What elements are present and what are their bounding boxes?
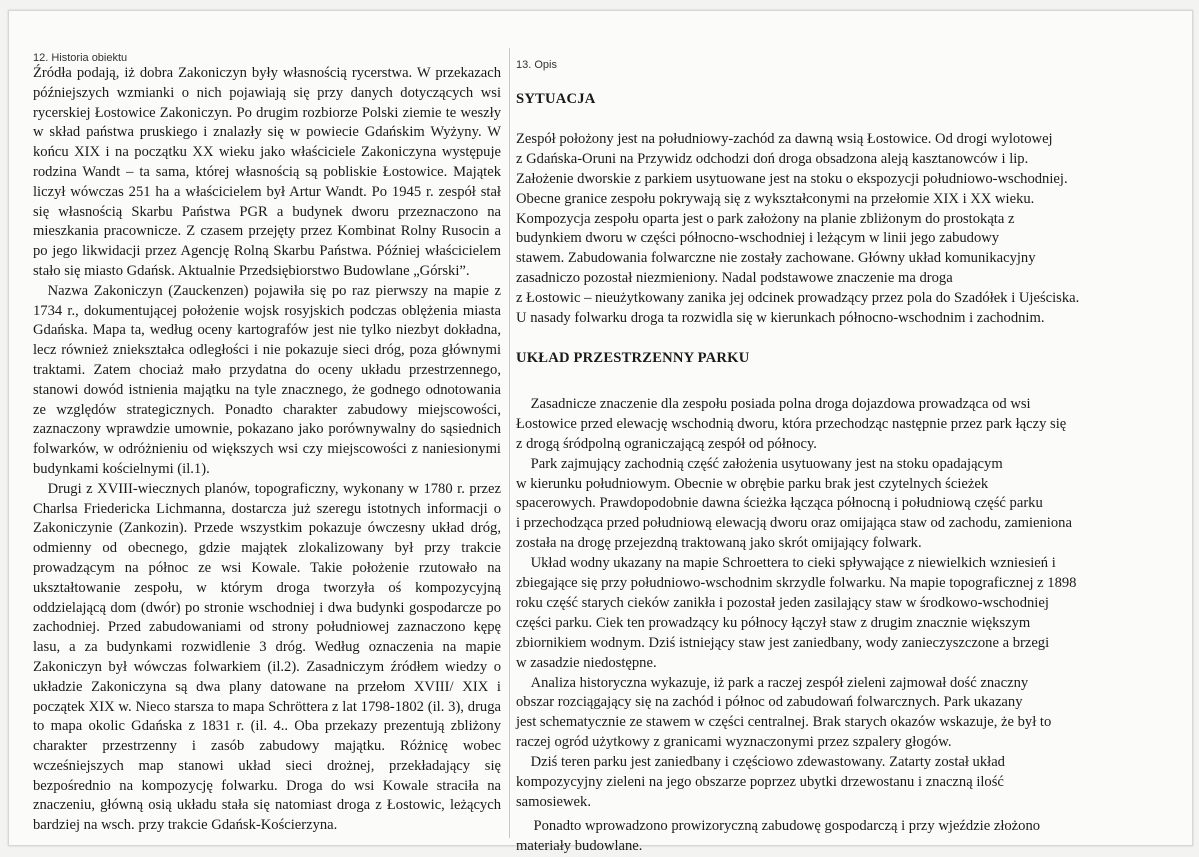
park-line: Park zajmujący zachodnią część założenia usytuowany jest na stoku opadającym (530, 455, 1003, 472)
park-line: raczej ogród użytkowy z granicami wyznaczonymi przez szpalery głogów. (516, 734, 952, 751)
park-line: została na drogę przejezdną traktowaną jako skrót omijający folwark. (516, 535, 922, 552)
park-paragraph-3 (516, 554, 1126, 673)
description-column (516, 90, 1126, 857)
park-line: Łostowice przed elewację wschodnią dworu, która przechodząc następnie przez park łączy się (516, 415, 1067, 432)
column-divider (509, 48, 510, 838)
park-paragraph-5 (516, 753, 1126, 813)
sytuacja-line: z Gdańska-Oruni na Przywidz odchodzi doń droga obsadzona aleją kasztanowców i lip. (516, 150, 1029, 167)
park-line: materiały budowlane. (516, 837, 643, 854)
sytuacja-line: budynkiem dworu w części północno-wschodniej i leżącym w linii jego zabudowy (516, 230, 1000, 247)
history-paragraph-1: Źródła podają, iż dobra Zakoniczyn były własnością rycerstwa. W przekazach późniejszych wzmianki o nich pojawiają się przy danych dotyczących wsi rycerskiej Łostowice Zakoniczyn. Po drugim rozbiorze Polski ziemie te weszły w skład państwa pruskiego i znalazły się w powiecie Gdańskim Wyżyny. W końcu XIX i na początku XX wieku jako właściciele Zakoniczyna występuje rodzina Wandt – ta sama, której własnością są pobliskie Łostowice. Majątek liczył wówczas 251 ha a właścicielem był Artur Wandt. Po 1945 r. zespół stał się własnością Skarbu Państwa PGR a budynek dworu przeznaczono na mieszkania pracownicze. Z czasem przejęty przez Kombinat Rolny Rusocin a po jego likwidacji przez Agencję Rolną Skarbu Państwa. Później właścicielem stało się miasto Gdańsk. Aktualnie Przedsiębiorstwo Budowlane „Górski”. (33, 65, 501, 279)
park-line: jest schematycznie ze stawem w części centralnej. Brak starych okazów wskazuje, że był to (516, 714, 1052, 731)
park-line: kompozycyjny zieleni na jego obszarze poprzez ubytki drzewostanu i znaczną ilość (516, 774, 1004, 791)
sytuacja-line: stawem. Zabudowania folwarczne nie zostały zachowane. Główny układ komunikacyjny (516, 250, 1036, 267)
sytuacja-text (516, 130, 1126, 329)
park-line: zbiornikiem wodnym. Dziś istniejący staw jest zaniedbany, wody zanieczyszczone a brzegi (516, 634, 1050, 651)
park-paragraph-6 (516, 817, 1126, 857)
park-paragraph-1 (516, 395, 1126, 455)
sytuacja-line: Obecne granice zespołu pokrywają się z wykształconymi na przełomie XIX i XX wieku. (516, 190, 1035, 207)
park-paragraph-2 (516, 455, 1126, 555)
park-line: części parku. Ciek ten prowadzący ku północy łączył staw z drugim znacznie większym (516, 614, 1031, 631)
park-line: i przechodząca przed południową elewacją dworu oraz omijająca staw od zachodu, zamieniona (516, 515, 1072, 532)
history-column (33, 64, 501, 836)
sytuacja-line: Zespół położony jest na południowy-zachód za dawną wsią Łostowice. Od drogi wylotowej (516, 130, 1053, 147)
history-paragraph-2: Nazwa Zakoniczyn (Zauckenzen) pojawiła się po raz pierwszy na mapie z 1734 r., dokumentującej położenie wojsk rosyjskich podczas oblężenia miasta Gdańska. Mapa ta, według oceny kartografów jest nie tylko niezbyt dokładna, lecz również zniekształca odległości i nie pokazuje sieci dróg, poza głównymi traktami. Zatem chociaż mało przydatna do oceny układu przestrzennego, stanowi dowód istnienia majątku na tyle znacznego, że godnego odnotowania ze względów strategicznych. Ponadto charakter zabudowy miejscowości, zaznaczony wprawdzie umownie, pokazano jako porównywalny do sąsiednich folwarków, w odróżnieniu od większych wsi czy miejscowości z naniesionymi budynkami kościelnymi (il.1). (33, 282, 501, 477)
park-line: zbiegające się przy południowo-wschodnim skrzydle folwarku. Na mapie topograficznej z 1898 (516, 575, 1077, 592)
park-line: Analiza historyczna wykazuje, iż park a raczej zespół zieleni zajmował dość znaczny (530, 674, 1029, 691)
park-line: w zasadzie niedostępne. (516, 654, 657, 671)
section-label-history: 12. Historia obiektu (33, 52, 128, 64)
heading-park-layout: UKŁAD PRZESTRZENNY PARKU (516, 349, 750, 366)
park-paragraph-4 (516, 674, 1126, 754)
park-line: obszar rozciągający się na zachód i północ od zabudowań folwarcznych. Park ukazany (516, 694, 1023, 711)
park-line: Układ wodny ukazany na mapie Schroettera to cieki spływające z niewielkich wzniesień i (530, 555, 1056, 572)
heading-sytuacja: SYTUACJA (516, 91, 596, 107)
park-line: roku część starych cieków zanikła i pozostał jeden zasilający staw w środkowo-wschodniej (516, 594, 1049, 611)
sytuacja-line: Założenie dworskie z parkiem usytuowane jest na stoku o ekspozycji południowo-wschodniej. (516, 170, 1068, 187)
sytuacja-line: U nasady folwarku droga ta rozwidla się w kierunkach północno-wschodnim i zachodnim. (516, 310, 1045, 327)
sytuacja-line: zasadniczo pozostał niezmieniony. Nadal podstawowe znaczenie ma droga (516, 270, 953, 287)
park-line: spacerowych. Prawdopodobnie dawna ścieżka łącząca północną i południową część parku (516, 495, 1043, 512)
history-paragraph-3: Drugi z XVIII-wiecznych planów, topograficzny, wykonany w 1780 r. przez Charlsa Friedericka Lichmanna, dostarcza już szeregu istotnych informacji o Zakoniczynie (Zankozin). Przede wszystkim pokazuje ówczesny układ dróg, odmienny od obecnego, gdzie majątek zlokalizowany był przy trakcie prowadzącym na północ ze wsi Kowale. Takie położenie rzutowało na ukształtowanie zespołu, w którym droga tworzyła oś kompozycyjną oddzielającą dom (dwór) po stronie wschodniej i dwa budynki gospodarcze po zachodniej. Przed zabudowaniami od strony południowej zaznaczono kępę lasu, a za budynkami rozwidlenie 3 dróg. Według oznaczenia na mapie Zakoniczyn był wówczas folwarkiem (il.2). Zasadniczym źródłem wiedzy o układzie Zakoniczyna są dwa plany datowane na przełom XVIII/ XIX i początek XIX w. Nieco starsza to mapa Schröttera z lat 1798-1802 (il. 3), druga to mapa okolic Gdańska z 1831 r. (il. 4.. Oba przekazy prezentują zbliżony charakter przestrzenny i zasób zabudowy majątku. Różnicę wobec wcześniejszych map stanowi układ sieci drożnej, przekładający się bezpośrednio na kompozycję folwarku. Droga do wsi Kowale straciła na znaczeniu, główną osią układu stała się natomiast droga z Łostowic, leżących bardziej na wsch. przy trakcie Gdańsk-Kościerzyna. (33, 480, 501, 834)
sytuacja-line: z Łostowic – nieużytkowany zanika jej odcinek prowadzący przez pola do Szadółek i Ujeściska. (516, 290, 1080, 307)
park-line: Ponadto wprowadzono prowizoryczną zabudowę gospodarczą i przy wjeździe złożono (533, 817, 1041, 834)
park-line: Dziś teren parku jest zaniedbany i częściowo zdewastowany. Zatarty został układ (530, 754, 1005, 771)
park-line: Zasadnicze znaczenie dla zespołu posiada polna droga dojazdowa prowadząca od wsi (530, 395, 1031, 412)
section-label-description: 13. Opis (516, 59, 557, 71)
park-line: z drogą śródpolną ograniczającą zespół od północy. (516, 435, 817, 452)
sytuacja-line: Kompozycja zespołu oparta jest o park założony na planie zbliżonym do prostokąta z (516, 210, 1015, 227)
park-line: samosiewek. (516, 794, 591, 810)
park-line: w kierunku południowym. Obecnie w obrębie parku brak jest czytelnych ścieżek (516, 475, 989, 492)
